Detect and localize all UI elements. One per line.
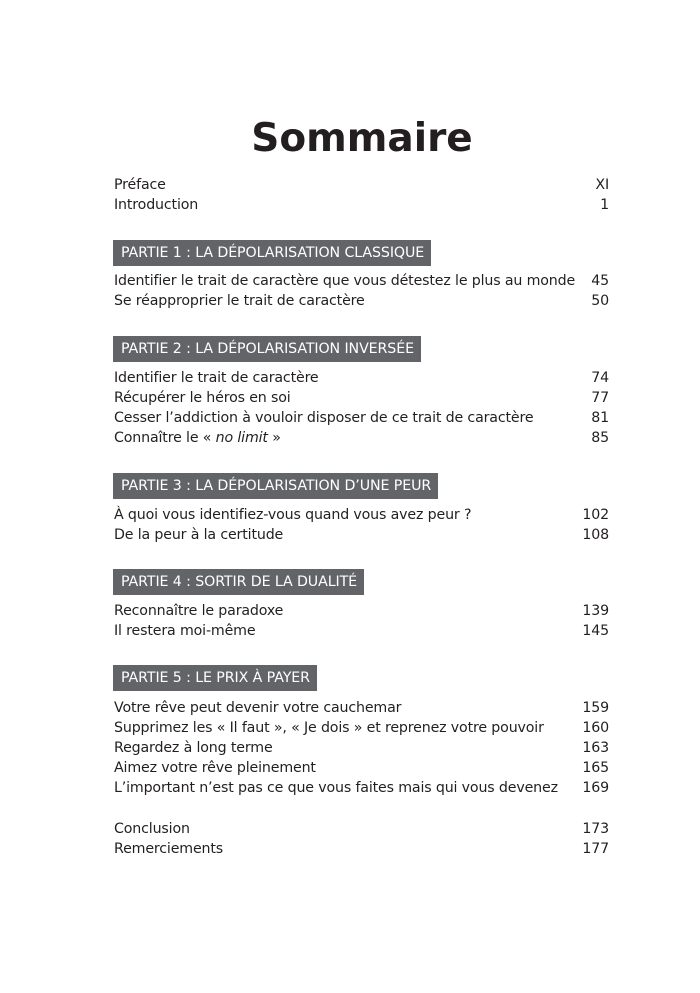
toc-entry[interactable] [114,778,609,798]
toc-entry-remerciements[interactable] [114,839,609,859]
toc-entry-label: Aimez votre rêve pleinement [114,760,316,776]
toc-entry-page: 74 [591,370,609,386]
toc-entry-page: 1 [600,197,609,213]
toc-entry[interactable] [114,718,609,738]
toc-entry-page: 77 [591,390,609,406]
toc-entry-page: 163 [582,740,609,756]
toc-entry-label: Votre rêve peut devenir votre cauchemar [114,700,402,716]
toc-entry-page: 45 [591,273,609,289]
toc-entry-label: Préface [114,177,166,193]
toc-entry-label: Remerciements [114,841,224,857]
toc-entry-label: À quoi vous identifiez-vous quand vous avez peur ? [114,507,472,523]
toc-entry-introduction[interactable] [114,195,609,215]
toc-entry-label [114,428,281,448]
part-5-header: PARTIE 5 : LE PRIX À PAYER [113,665,317,691]
toc-entry-label: Récupérer le héros en soi [114,390,291,406]
toc-entry-page: 160 [582,720,609,736]
label-prefix: Connaître le « [114,430,216,446]
toc-entry-label: Supprimez les « Il faut », « Je dois » et reprenez votre pouvoir [114,720,544,736]
toc-entry-page: XI [595,177,609,193]
toc-entry-label: Reconnaître le paradoxe [114,603,284,619]
toc-entry-page: 145 [582,623,609,639]
toc-entry-label: Identifier le trait de caractère que vous détestez le plus au monde [114,273,576,289]
toc-entry-page: 169 [582,780,609,796]
part-3-header: PARTIE 3 : LA DÉPOLARISATION D’UNE PEUR [113,473,438,499]
toc-entry[interactable] [114,428,609,448]
toc-entry-preface[interactable] [114,175,609,195]
toc-entry[interactable] [114,388,609,408]
toc-entry-label: Regardez à long terme [114,740,273,756]
toc-entry-label: Identifier le trait de caractère [114,370,319,386]
toc-entry-label: De la peur à la certitude [114,527,284,543]
label-italic: no limit [215,430,268,446]
toc-entry-label: Se réapproprier le trait de caractère [114,293,365,309]
part-4-header: PARTIE 4 : SORTIR DE LA DUALITÉ [113,569,364,595]
toc-entry-page: 85 [591,430,609,446]
toc-entry[interactable] [114,408,609,428]
toc-entry-label: Conclusion [114,821,190,837]
toc-entry-page: 159 [582,700,609,716]
toc-entry-label: L’important n’est pas ce que vous faites mais qui vous devenez [114,780,558,796]
toc-entry[interactable] [114,291,609,311]
label-suffix: » [267,430,281,446]
toc-entry[interactable] [114,271,609,291]
part-2-header: PARTIE 2 : LA DÉPOLARISATION INVERSÉE [113,336,421,362]
toc-entry-page: 102 [582,507,609,523]
page-title: Sommaire [251,116,473,162]
toc-entry[interactable] [114,368,609,388]
toc-entry[interactable] [114,738,609,758]
toc-entry-page: 165 [582,760,609,776]
toc-entry-label: Il restera moi-même [114,623,256,639]
toc-entry[interactable] [114,505,609,525]
toc-entry[interactable] [114,525,609,545]
toc-entry-page: 173 [582,821,609,837]
toc-entry-page: 139 [582,603,609,619]
toc-entry-page: 108 [582,527,609,543]
toc-entry-label: Introduction [114,197,199,213]
toc-entry-page: 50 [591,293,609,309]
toc-entry-conclusion[interactable] [114,819,609,839]
toc-entry[interactable] [114,698,609,718]
toc-entry[interactable] [114,621,609,641]
toc-entry-page: 81 [591,410,609,426]
part-1-header: PARTIE 1 : LA DÉPOLARISATION CLASSIQUE [113,240,431,266]
toc-entry-label: Cesser l’addiction à vouloir disposer de ce trait de caractère [114,410,534,426]
toc-entry[interactable] [114,601,609,621]
toc-entry[interactable] [114,758,609,778]
toc-entry-page: 177 [582,841,609,857]
